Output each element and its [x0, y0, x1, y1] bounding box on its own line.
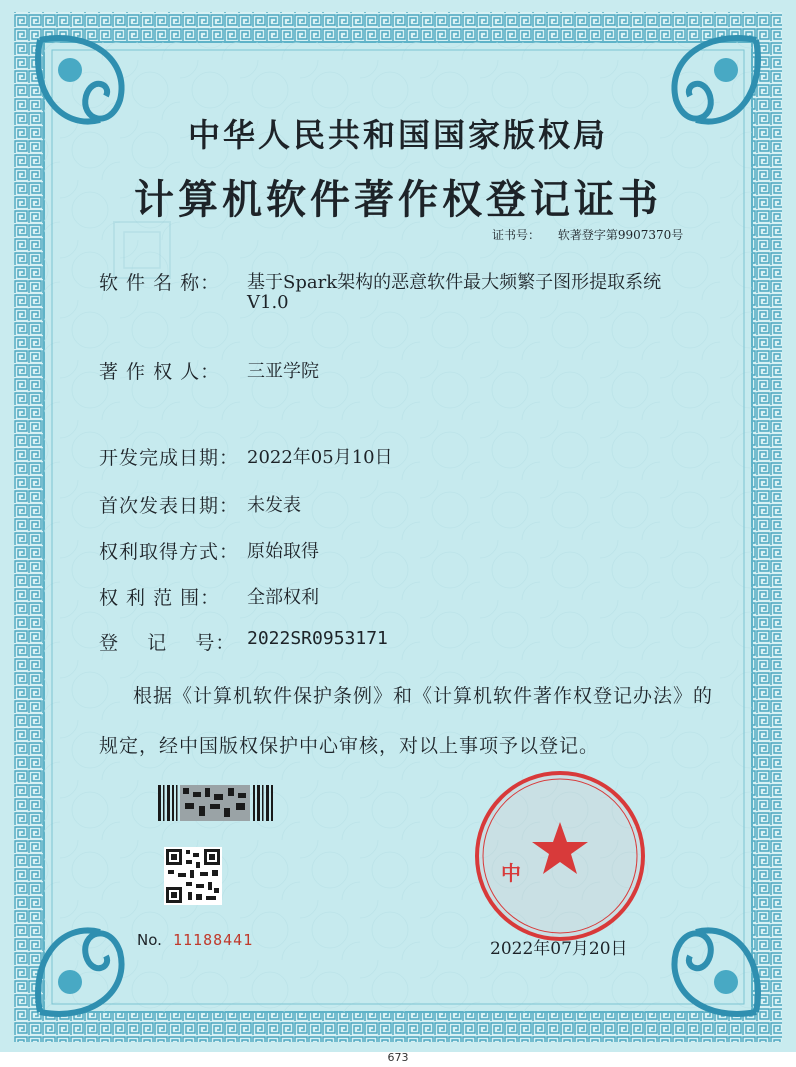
body-text-line1: 根据《计算机软件保护条例》和《计算机软件著作权登记办法》的	[133, 685, 714, 707]
issue-date: 2022年07月20日	[490, 939, 628, 959]
owner-value: 三亚学院	[247, 361, 319, 382]
certificate-number-value: 软著登字第9907370号	[557, 228, 684, 242]
dev-date-label: 开发完成日期：	[99, 447, 240, 469]
qr-code-icon	[164, 847, 222, 905]
publish-date-label: 首次发表日期：	[99, 495, 240, 517]
body-text-line2: 规定，经中国版权保护中心审核，对以上事项予以登记。	[99, 735, 600, 757]
publish-date-value: 未发表	[247, 495, 301, 516]
official-seal-icon	[477, 773, 643, 939]
serial-label: No.	[137, 931, 162, 949]
software-name-value: 基于Spark架构的恶意软件最大频繁子图形提取系统	[247, 272, 662, 293]
rights-scope-value: 全部权利	[247, 587, 319, 608]
registration-number-value: 2022SR0953171	[247, 628, 388, 649]
software-version-value: V1.0	[247, 292, 289, 313]
certificate-number	[492, 226, 683, 243]
issuer-title: 中华人民共和国国家版权局	[187, 116, 608, 154]
certificate-number-label: 证书号：	[492, 228, 541, 242]
serial-number: 11188441	[173, 931, 254, 949]
svg-text:中: 中	[501, 861, 521, 885]
owner-label: 著 作 权 人：	[99, 361, 221, 383]
registration-number-label: 登 记 号：	[99, 632, 236, 654]
acquire-method-value: 原始取得	[247, 541, 319, 562]
page-number: 673	[387, 1051, 409, 1064]
certificate-title: 计算机软件著作权登记证书	[134, 176, 662, 223]
dev-date-value: 2022年05月10日	[247, 447, 393, 468]
acquire-method-label: 权利取得方式：	[99, 541, 240, 563]
software-name-label: 软 件 名 称：	[99, 272, 221, 294]
rights-scope-label: 权 利 范 围：	[99, 587, 221, 609]
